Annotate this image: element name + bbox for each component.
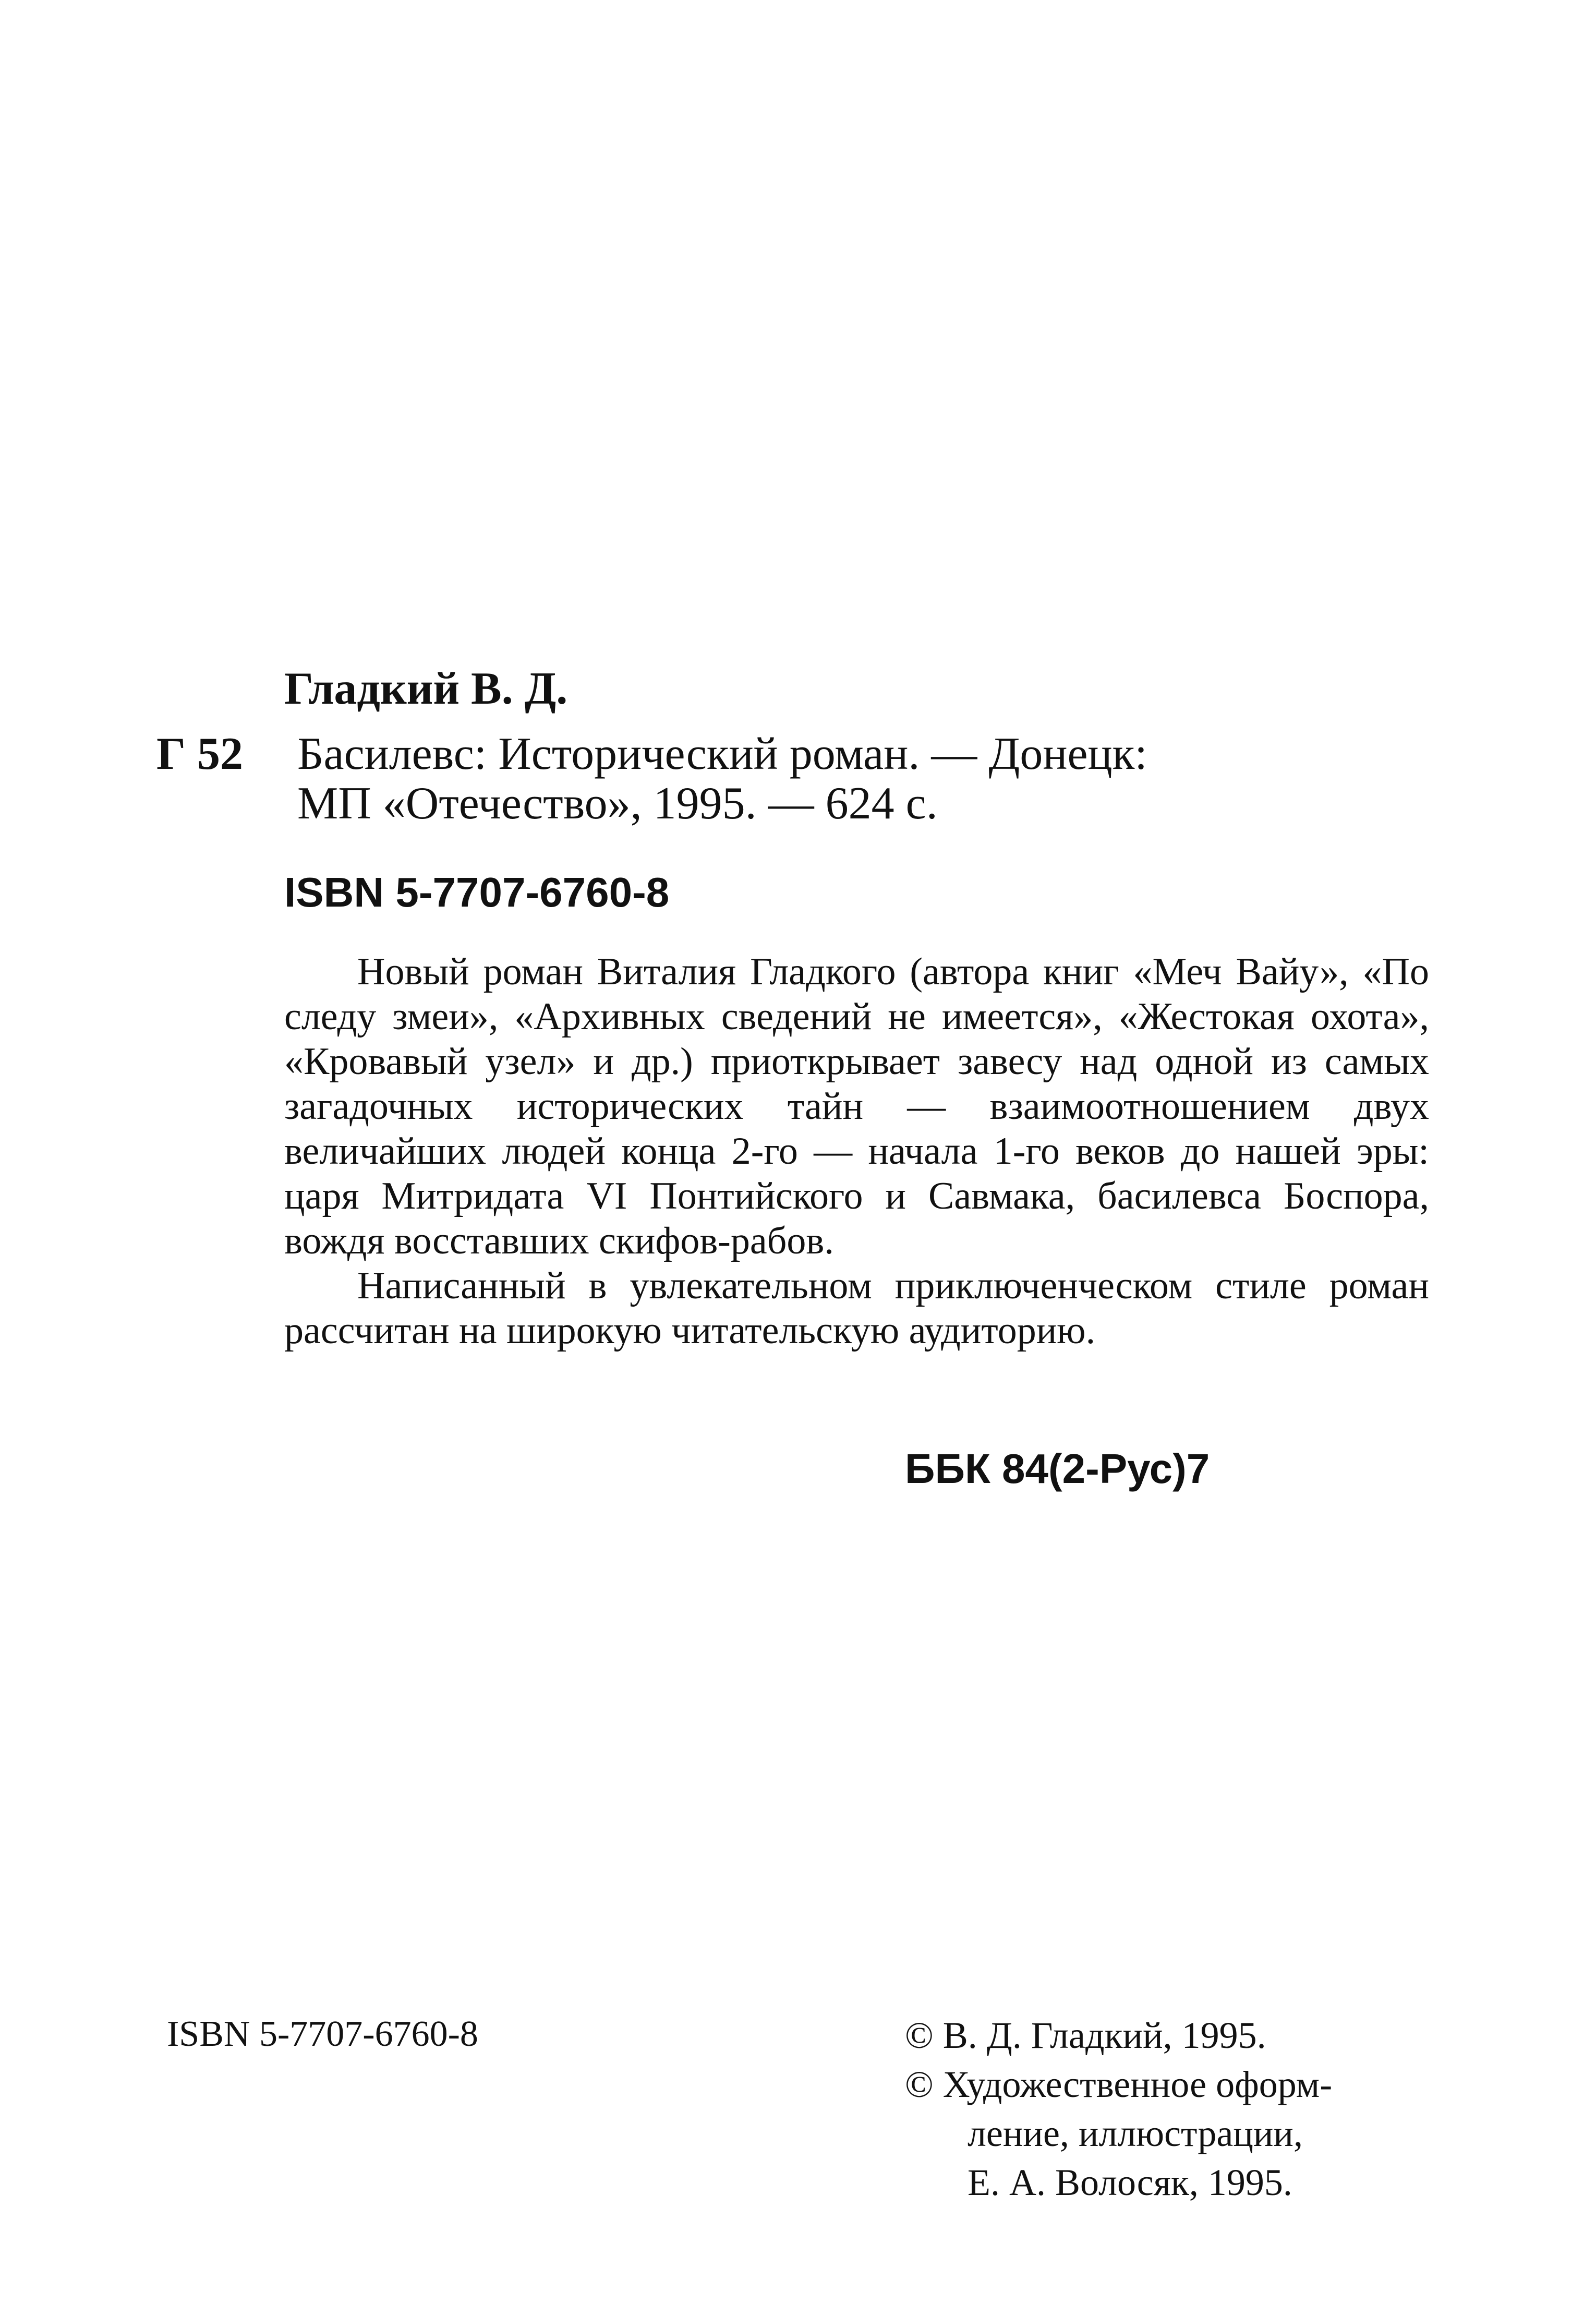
bibliographic-title-line: Басилевс: Исторический роман. — Донецк: [297,729,1147,779]
catalog-index-code: Г 52 [156,729,243,779]
bibliographic-publisher-line: МП «Отечество», 1995. — 624 с. [297,778,938,829]
author-name: Гладкий В. Д. [284,664,568,714]
annotation-paragraph-1: Новый роман Виталия Гладкого (автора книг «Меч Вайу», «По следу змеи», «Архивных сведений не имеется», «Жестокая охота», «Кровавый узел» и др.) приоткрывает завесу над одной из самых загадочных исторических тайн — взаимоотношением двух величайших людей конца 2-го — начала 1-го веков до нашей эры: царя Митридата VI Понтийского и Савмака, басилевса Боспора, вождя восставших скифов-рабов. [284,950,1429,1262]
footer-isbn: ISBN 5-7707-6760-8 [167,2014,478,2054]
annotation-paragraph-2: Написанный в увлекательном приключенческом стиле роман рассчитан на широкую читательскую аудиторию. [284,1264,1429,1352]
annotation [284,949,1429,1353]
bbk-code: ББК 84(2-Рус)7 [905,1445,1210,1492]
copyright-block [905,2011,1453,2207]
copyright-artwork-line-1: © Художественное оформ- [905,2064,1333,2105]
copyright-artwork-line-3: Е. А. Волосяк, 1995. [968,2162,1292,2203]
copyright-author: © В. Д. Гладкий, 1995. [905,2015,1266,2056]
catalog-isbn: ISBN 5-7707-6760-8 [284,869,670,915]
copyright-artwork-line-2: ление, иллюстрации, [968,2113,1303,2154]
